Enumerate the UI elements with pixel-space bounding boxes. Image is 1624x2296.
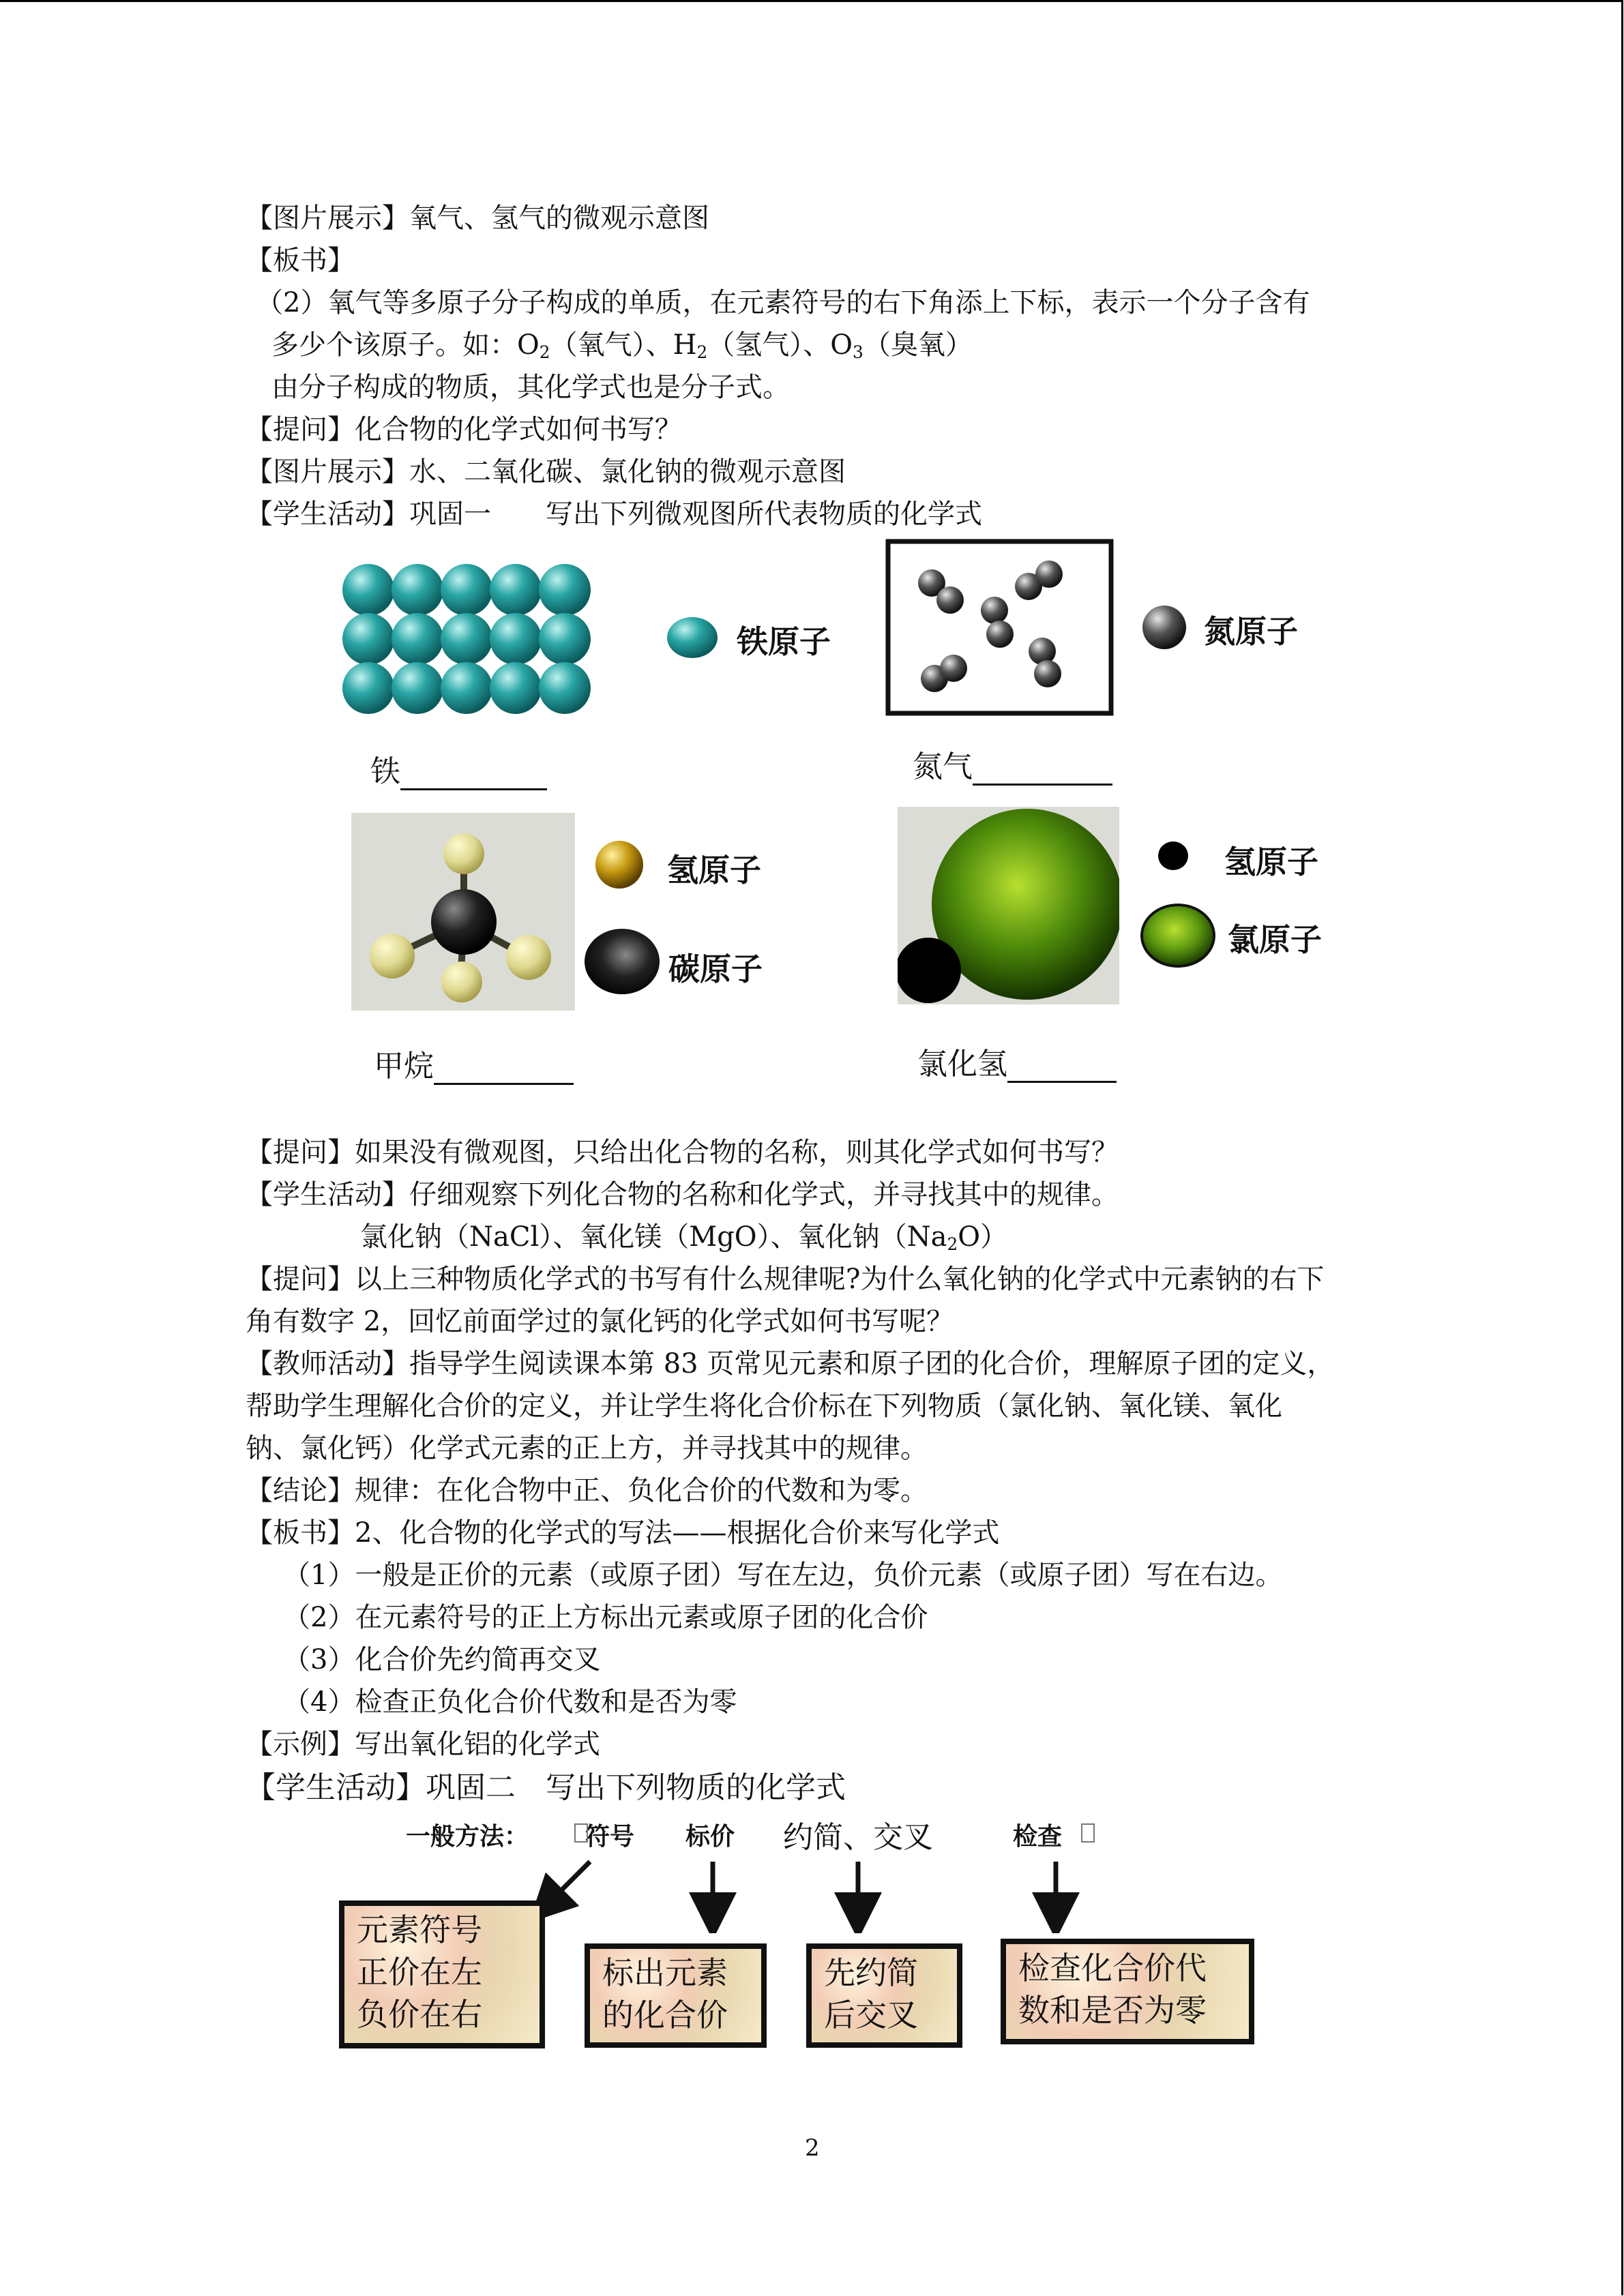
line-blackboard-2: 【板书】2、化合物的化学式的写法——根据化合价来写化学式	[246, 1517, 1000, 1549]
hydrogen-atom-icon-gold	[593, 839, 648, 891]
line-question-3a: 【提问】以上三种物质化学式的书写有什么规律呢?为什么氧化钠的化学式中元素钠的右下	[246, 1264, 1325, 1295]
placeholder-box-icon	[574, 1823, 588, 1843]
carbon-atom-label: 碳原子	[668, 951, 763, 987]
line-question-1: 【提问】化合物的化学式如何书写？	[246, 414, 682, 445]
placeholder-box-icon	[1081, 1823, 1095, 1843]
chlorine-atom-icon	[1139, 901, 1217, 970]
iron-atom-icon	[665, 614, 720, 661]
method-arrows	[525, 1851, 1139, 1933]
method-prefix: 一般方法：	[406, 1823, 529, 1851]
line-example: 【示例】写出氧化铝的化学式	[246, 1729, 600, 1760]
hcl-answer-line: 氯化氢	[917, 1039, 1117, 1083]
line-teacher-activity-b: 帮助学生理解化合价的定义，并让学生将化合价标在下列物质（氯化钠、氧化镁、氧化	[246, 1390, 1282, 1422]
line-blackboard-1: 【板书】	[246, 245, 355, 276]
nitrogen-answer-line: 氮气	[913, 742, 1112, 786]
method-box-check: 检查化合价代 数和是否为零	[1001, 1939, 1254, 2044]
line-student-activity-2: 【学生活动】仔细观察下列化合物的名称和化学式，并寻找其中的规律。	[246, 1179, 1119, 1210]
method-box-valence: 标出元素 的化合价	[585, 1943, 767, 2048]
nitrogen-atom-icon	[1140, 603, 1188, 651]
line-rule-2-examples: 多少个该原子。如：$O_2$（氧气）、$H_2$（氢气）、$O_3$（臭氧）	[271, 329, 973, 363]
line-step-1: （1）一般是正价的元素（或原子团）写在左边，负价元素（或原子团）写在右边。	[283, 1560, 1283, 1591]
method-box-simplify-cross: 先约简 后交叉	[806, 1943, 962, 2048]
hcl-model-figure	[898, 807, 1119, 1004]
line-question-3b: 角有数字 2，回忆前面学过的氯化钙的化学式如何书写呢？	[246, 1306, 954, 1337]
methane-answer-line: 甲烷	[374, 1041, 574, 1085]
method-step-symbol: 符号	[585, 1823, 635, 1851]
iron-atom-label: 铁原子	[737, 623, 831, 660]
line-student-activity-1: 【学生活动】巩固一 写出下列微观图所代表物质的化学式	[246, 498, 982, 530]
iron-lattice-figure	[338, 559, 597, 730]
carbon-atom-icon	[583, 927, 662, 996]
iron-answer-line: 铁	[370, 747, 547, 790]
line-teacher-activity-a: 【教师活动】指导学生阅读课本第 83 页常见元素和原子团的化合价，理解原子团的定义，	[246, 1348, 1335, 1380]
line-step-4: （4）检查正负化合价代数和是否为零	[283, 1686, 737, 1718]
line-conclusion: 【结论】规律：在化合物中正、负化合价的代数和为零。	[246, 1475, 928, 1506]
line-picture-show-1: 【图片展示】氧气、氢气的微观示意图	[246, 203, 709, 234]
hydrogen-atom-label-2: 氢原子	[1224, 844, 1318, 880]
hydrogen-atom-icon-black	[1156, 839, 1190, 873]
methane-model-figure	[351, 813, 575, 1011]
line-rule-2: （2）氧气等多原子分子构成的单质，在元素符号的右下角添上下标，表示一个分子含有	[256, 287, 1310, 318]
method-step-simplify-cross: 约简、交叉	[783, 1820, 933, 1855]
method-step-check: 检查	[1013, 1823, 1063, 1851]
line-molecular-formula: 由分子构成的物质，其化学式也是分子式。	[271, 372, 790, 403]
line-teacher-activity-c: 钠、氯化钙）化学式元素的正上方，并寻找其中的规律。	[246, 1433, 928, 1464]
line-student-activity-3: 【学生活动】巩固二 写出下列物质的化学式	[246, 1770, 846, 1805]
nitrogen-atom-label: 氮原子	[1204, 613, 1298, 650]
line-picture-show-2: 【图片展示】水、二氧化碳、氯化钠的微观示意图	[246, 456, 846, 488]
line-compounds: 氯化钠（NaCl）、氧化镁（MgO）、氧化钠$(Na_2O)$	[360, 1221, 1008, 1255]
line-step-2: （2）在元素符号的正上方标出元素或原子团的化合价	[283, 1602, 928, 1633]
line-question-2: 【提问】如果没有微观图，只给出化合物的名称，则其化学式如何书写？	[246, 1137, 1119, 1168]
method-box-symbol: 元素符号 正价在左 负价在右	[339, 1900, 545, 2048]
chlorine-atom-label: 氯原子	[1228, 921, 1322, 958]
hydrogen-atom-label-1: 氢原子	[667, 852, 761, 889]
method-step-valence: 标价	[685, 1823, 735, 1851]
nitrogen-molecules-figure	[885, 539, 1114, 716]
line-step-3: （3）化合价先约简再交叉	[283, 1644, 601, 1675]
page-number: 2	[805, 2134, 820, 2162]
